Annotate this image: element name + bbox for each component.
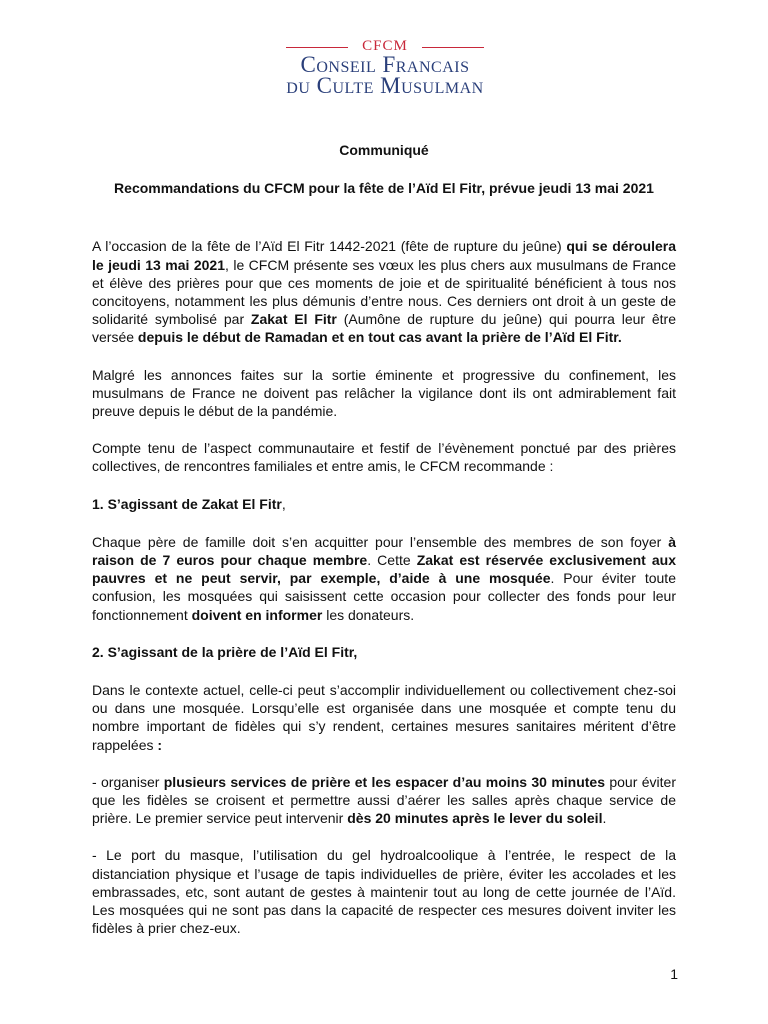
paragraph-zakat: Chaque père de famille doit s’en acquitter pour l’ensemble des membres de son foyer à raison de 7 euros pour chaque membre. Cette Zakat est réservée exclusivement aux pauvres et ne peut servir, par exemple, d’aide à une mosquée. Pour éviter toute confusion, les mosquées qui saisissent cette occasion pour collecter des fonds pour leur fonctionnement doivent en informer les donateurs.: [92, 533, 676, 623]
paragraph-prayer-services: - organiser plusieurs services de prière et les espacer d’au moins 30 minutes pour éviter que les fidèles se croisent et permettre aussi d’aérer les salles après chaque service de prière. Le premier service peut intervenir dès 20 minutes après le lever du soleil.: [92, 773, 676, 827]
document-subtitle: Recommandations du CFCM pour la fête de l’Aïd El Fitr, prévue jeudi 13 mai 2021: [114, 180, 654, 197]
page-number: 1: [670, 966, 678, 982]
paragraph-vigilance: Malgré les annonces faites sur la sortie éminente et progressive du confinement, les musulmans de France ne doivent pas relâcher la vigilance dont ils ont admirablement fait preuve depuis le début de la pandémie.: [92, 366, 676, 420]
paragraph-sanitary-measures: - Le port du masque, l’utilisation du gel hydroalcoolique à l’entrée, le respect de la distanciation physique et l’usage de tapis individuelles de prière, éviter les accolades et les embrassades, etc, sont autant de gestes à maintenir tout au long de cette journée de l’Aïd. Les mosquées qui ne sont pas dans la capacité de respecter ces mesures doivent inviter les fidèles à prier chez-eux.: [92, 847, 676, 937]
paragraph-recommendation: Compte tenu de l’aspect communautaire et festif de l’évènement ponctué par des prières collectives, de rencontres familiales et entre amis, le CFCM recommande :: [92, 440, 676, 475]
section-heading-prayer: 2. S’agissant de la prière de l’Aïd El Fitr,: [92, 643, 358, 660]
logo-abbreviation: CFCM: [280, 38, 490, 54]
cfcm-logo: [280, 38, 490, 96]
document-title: Communiqué: [339, 142, 429, 158]
paragraph-intro: A l’occasion de la fête de l’Aïd El Fitr 1442-2021 (fête de rupture du jeûne) qui se déroulera le jeudi 13 mai 2021, le CFCM présente ses vœux les plus chers aux musulmans de France et élève des prières pour que ces moments de joie et de spiritualité bénéficient à tous nos concitoyens, notamment les plus démunis d’entre nous. Ces derniers ont droit à un geste de solidarité symbolisé par Zakat El Fitr (Aumône de rupture du jeûne) qui pourra leur être versée depuis le début de Ramadan et en tout cas avant la prière de l’Aïd El Fitr.: [92, 238, 677, 346]
section-heading-zakat: 1. S’agissant de Zakat El Fitr,: [92, 495, 286, 512]
paragraph-prayer-context: Dans le contexte actuel, celle-ci peut s’accomplir individuellement ou collectivement chez-soi ou dans une mosquée. Lorsqu’elle est organisée dans une mosquée et compte tenu du nombre important de fidèles qui s’y rendent, certaines mesures sanitaires méritent d’être rappelées :: [92, 682, 676, 753]
document-body: [92, 141, 676, 957]
logo-line-1: Conseil Francais: [300, 52, 470, 77]
logo-line-2: du Culte Musulman: [286, 73, 484, 98]
